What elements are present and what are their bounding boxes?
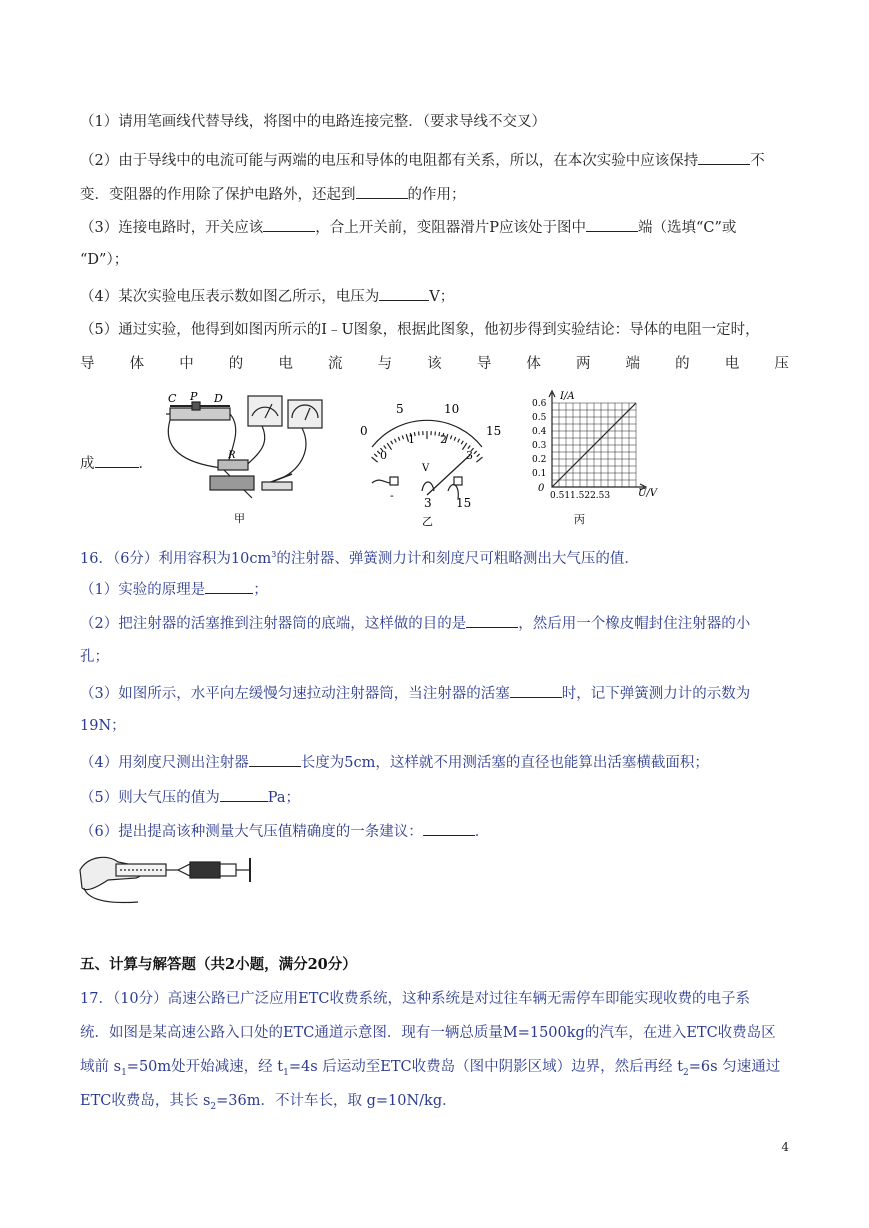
label-c: C	[168, 392, 177, 405]
label-p: P	[190, 390, 198, 403]
answer-blank[interactable]	[249, 751, 301, 767]
q17-line2: 统．如图是某高速公路入口处的ETC通道示意图．现有一辆总质量M=1500kg的汽车，在进入ETC收费岛区	[80, 1025, 776, 1041]
dial-tick	[477, 454, 480, 457]
label-r: R	[228, 450, 236, 461]
q16-part5: （5）则大气压的值为 Pa；	[80, 786, 789, 808]
q16-part3-line2: 19N；	[80, 718, 126, 734]
tick-bottom-0: 0	[380, 449, 387, 462]
y-tick-label: 0.6	[532, 399, 547, 409]
syringe-figure	[78, 848, 268, 910]
dial-tick	[450, 435, 451, 439]
q15-part5-line1: （5）通过实验，他得到如图丙所示的I﹣U图象，根据此图象，他初步得到实验结论：导体的电阻一定时，	[80, 322, 760, 338]
meter-v-label: V	[422, 463, 430, 474]
answer-blank[interactable]	[263, 216, 315, 232]
answer-blank[interactable]	[379, 285, 429, 301]
circuit-figure-jia	[162, 388, 342, 528]
resistor-icon	[218, 460, 248, 470]
caption-yi: 乙	[422, 515, 433, 528]
y-tick-label: 0.1	[532, 469, 547, 479]
q15-part2-line1: （2）由于导线中的电流可能与两端的电压和导体的电阻都有关系，所以，在本次实验中应该保持 不	[80, 149, 789, 171]
y-tick-label: 0.5	[532, 413, 547, 423]
iu-graph-bing	[530, 385, 670, 530]
answer-blank[interactable]	[356, 183, 408, 199]
dial-tick	[454, 437, 456, 441]
tick-bottom-2: 2	[440, 433, 447, 446]
y-axis-label: I/A	[560, 391, 575, 402]
q15-part1: （1）请用笔画线代替导线，将图中的电路连接完整．（要求导线不交叉）	[80, 114, 546, 130]
page-number: 4	[781, 1140, 789, 1154]
dial-tick	[476, 457, 482, 462]
caption-jia: 甲	[234, 512, 245, 525]
syringe-barrel-icon	[190, 862, 220, 878]
voltmeter-icon	[248, 396, 282, 426]
voltmeter-figure-yi	[352, 395, 502, 530]
q16-title: 16．（6分）利用容积为$10cm^3$的注射器、弹簧测力计和刻度尺可粗略测出大气压的值．	[80, 550, 639, 567]
terminal-minus: -	[390, 489, 394, 502]
dial-tick	[402, 435, 403, 439]
answer-blank[interactable]	[586, 216, 638, 232]
y-tick-label: 0.2	[532, 455, 547, 465]
answer-blank[interactable]	[95, 452, 139, 468]
q15-part2-line2: 变．变阻器的作用除了保护电路外，还起到 的作用；	[80, 183, 789, 205]
battery-icon	[210, 476, 254, 490]
q17-line1: 17．（10分）高速公路已广泛应用ETC收费系统，这种系统是对过往车辆无需停车即能实现收费的电子系	[80, 991, 750, 1007]
tick-top-5: 5	[396, 402, 404, 416]
q16-part3-line1: （3）如图所示，水平向左缓慢匀速拉动注射器筒，当注射器的活塞 时，记下弹簧测力计的示数为	[80, 682, 789, 704]
caption-bing: 丙	[574, 513, 585, 526]
answer-blank[interactable]	[220, 786, 268, 802]
tick-bottom-1: 1	[408, 433, 415, 446]
answer-blank[interactable]	[205, 578, 253, 594]
q15-part3-line2: “D”）；	[80, 252, 129, 268]
q15-part4: （4）某次实验电压表示数如图乙所示，电压为 V；	[80, 285, 789, 307]
q15-part3-line1: （3）连接电路时，开关应该 ，合上开关前，变阻器滑片P应该处于图中 端（选填“C”或	[80, 216, 789, 238]
dial-tick	[387, 443, 391, 450]
q16-part2-line1: （2）把注射器的活塞推到注射器筒的底端，这样做的目的是 ，然后用一个橡皮帽封住注射器的小	[80, 612, 789, 634]
q17-line3: 域前 $s_1=50m$处开始减速，经 $t_1=4s$ 后运动至ETC收费岛（图中阴影区域）边界，然后再经 $t_2=6s$ 匀速通过	[80, 1059, 781, 1078]
dial-tick	[391, 441, 393, 444]
q16-part6: （6）提出提高该种测量大气压值精确度的一条建议： ．	[80, 820, 789, 842]
dial-tick	[398, 437, 400, 441]
answer-blank[interactable]	[466, 612, 518, 628]
tick-bottom-3: 3	[466, 449, 473, 462]
x-axis-label: U/V	[638, 488, 658, 499]
dial-tick	[474, 451, 477, 454]
q17-line4: ETC收费岛，其长 $s_2=36m$．不计车长，取 g=10N/kg．	[80, 1093, 457, 1112]
answer-blank[interactable]	[423, 820, 475, 836]
answer-blank[interactable]	[698, 149, 750, 165]
terminal-3: 3	[424, 496, 432, 510]
q16-part2-line2: 孔；	[80, 649, 109, 665]
tick-top-15: 15	[486, 424, 502, 438]
dial-tick	[461, 441, 463, 444]
y-tick-label: 0.4	[532, 427, 547, 437]
origin-label: 0	[538, 483, 545, 494]
dial-tick	[374, 454, 377, 457]
q16-part1: （1）实验的原理是 ；	[80, 578, 789, 600]
dial-tick	[458, 439, 460, 443]
answer-blank[interactable]	[510, 682, 562, 698]
label-d: D	[214, 392, 223, 405]
tick-top-10: 10	[444, 402, 460, 416]
tick-top-0: 0	[360, 424, 368, 438]
x-tick-labels: 0.511.522.53	[550, 491, 611, 501]
terminal-15: 15	[456, 496, 472, 510]
dial-tick	[394, 439, 396, 443]
q15-part5-line2: 导 体 中 的 电 流 与 该 导 体 两 端 的 电 压	[80, 356, 789, 372]
q16-part4: （4）用刻度尺测出注射器 长度为5cm，这样就不用测活塞的直径也能算出活塞横截面积；	[80, 751, 789, 773]
y-tick-label: 0.3	[532, 441, 547, 451]
dial-tick	[372, 457, 378, 462]
section5-heading: 五、计算与解答题（共2小题，满分20分）	[80, 956, 357, 973]
q15-part5-line3: 成 ．	[80, 452, 153, 474]
